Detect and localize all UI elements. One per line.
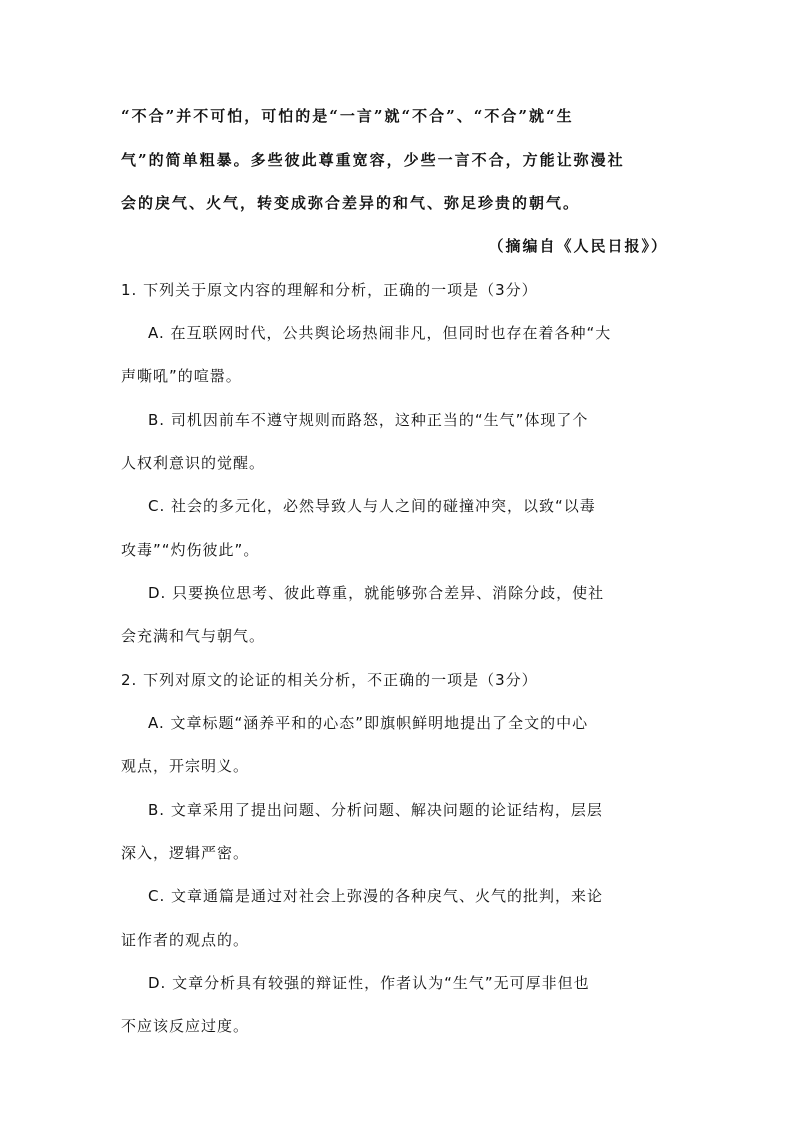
question-2-option-d: D. 文章分析具有较强的辩证性，作者认为“生气”无可厚非但也 [148,974,590,992]
question-1-option-b-cont: 人权利意识的觉醒。 [121,454,266,472]
article-line-2: 气”的简单粗暴。多些彼此尊重宽容，少些一言不合，方能让弥漫社 [121,151,625,169]
question-1-option-c: C. 社会的多元化，必然导致人与人之间的碰撞冲突，以致“以毒 [148,497,596,515]
question-2-option-d-cont: 不应该反应过度。 [121,1017,250,1035]
question-1-option-d: D. 只要换位思考、彼此尊重，就能够弥合差异、消除分歧，使社 [148,584,605,602]
question-2-stem: 2. 下列对原文的论证的相关分析，不正确的一项是（3分） [121,671,538,689]
question-2-option-a: A. 文章标题“涵养平和的心态”即旗帜鲜明地提出了全文的中心 [148,714,589,732]
question-2-option-c-cont: 证作者的观点的。 [121,931,250,949]
question-1-option-d-cont: 会充满和气与朝气。 [121,627,266,645]
question-2-option-c: C. 文章通篇是通过对社会上弥漫的各种戾气、火气的批判，来论 [148,887,604,905]
question-1-option-a-cont: 声嘶吼”的喧嚣。 [121,367,242,385]
article-source: （摘编自《人民日报》） [488,237,668,255]
question-2-option-b-cont: 深入，逻辑严密。 [121,844,250,862]
question-1-option-b: B. 司机因前车不遵守规则而路怒，这种正当的“生气”体现了个 [148,411,589,429]
question-1-option-a: A. 在互联网时代，公共舆论场热闹非凡，但同时也存在着各种“大 [148,324,612,342]
question-1-stem: 1. 下列关于原文内容的理解和分析，正确的一项是（3分） [121,281,538,299]
article-line-1: “不合”并不可怕，可怕的是“一言”就“不合”、“不合”就“生 [121,107,574,125]
article-line-3: 会的戾气、火气，转变成弥合差异的和气、弥足珍贵的朝气。 [121,194,581,212]
question-1-option-c-cont: 攻毒”“灼伤彼此”。 [121,541,260,559]
question-2-option-a-cont: 观点，开宗明义。 [121,757,250,775]
question-2-option-b: B. 文章采用了提出问题、分析问题、解决问题的论证结构，层层 [148,801,603,819]
